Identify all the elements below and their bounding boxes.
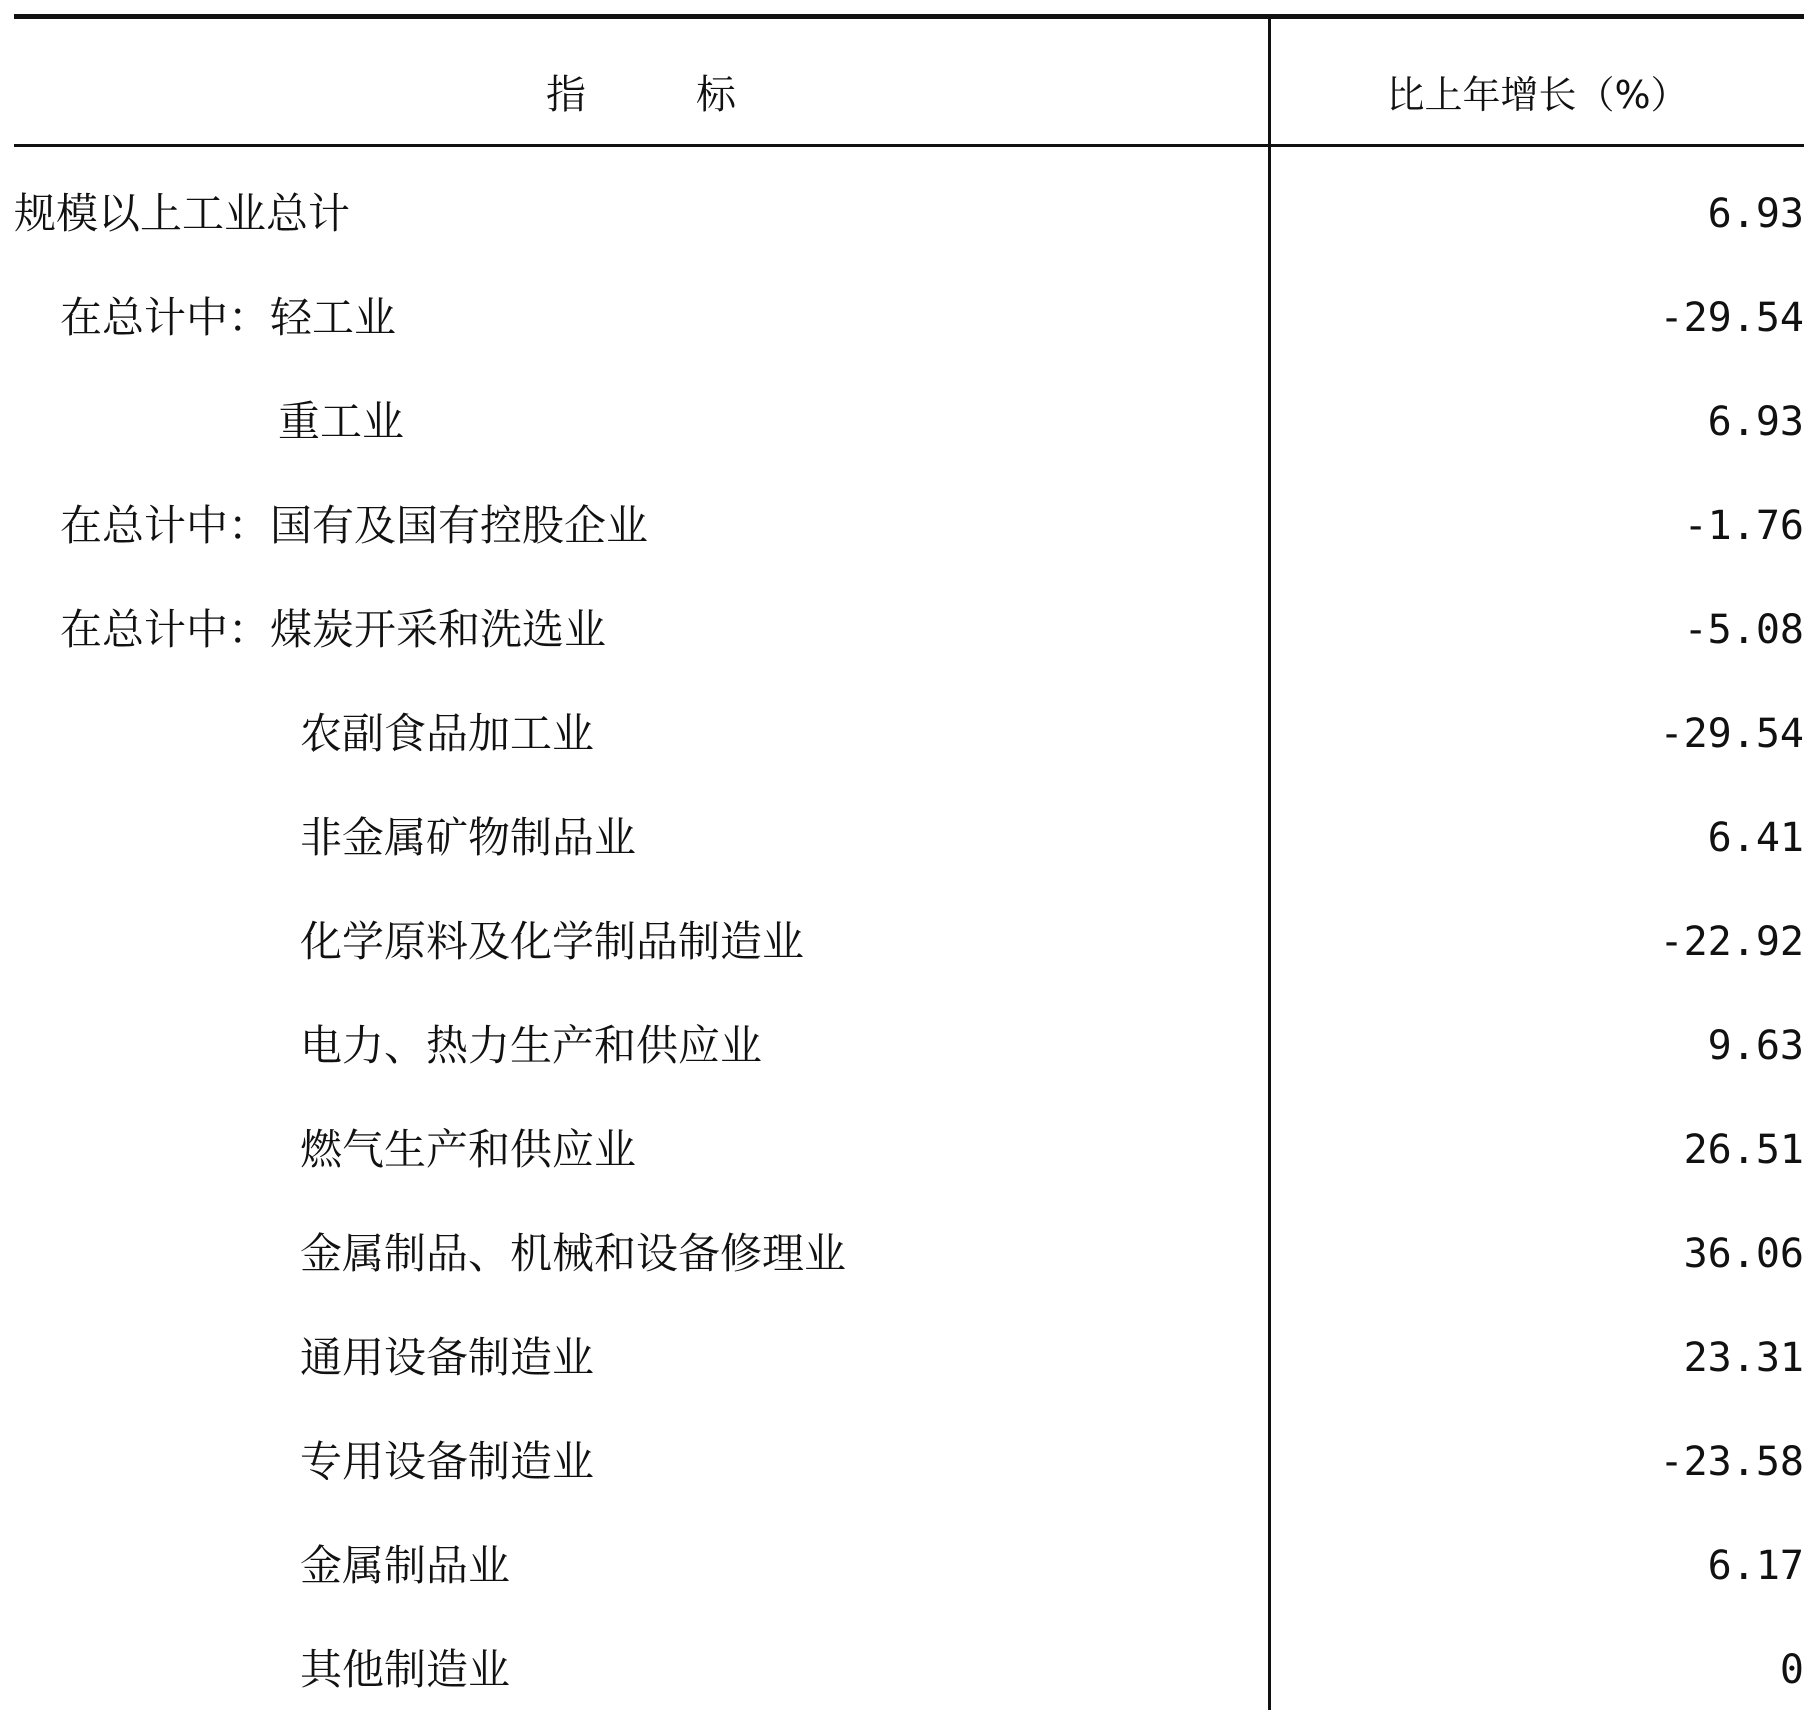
header-growth: 比上年增长（%） (1386, 72, 1689, 117)
row-value: -29.54 (1659, 295, 1804, 341)
row-label: 重工业 (278, 397, 405, 446)
row-label: 燃气生产和供应业 (300, 1125, 637, 1174)
table-row (14, 786, 1804, 890)
table-row (14, 578, 1804, 682)
table-row (14, 1514, 1804, 1618)
row-value: 6.17 (1707, 1543, 1804, 1589)
row-value: 6.93 (1707, 399, 1804, 445)
row-label: 农副食品加工业 (300, 709, 595, 758)
header-indicator-left: 指 (546, 71, 586, 118)
table-row (14, 1098, 1804, 1202)
row-value: 26.51 (1683, 1127, 1804, 1173)
table-row (14, 994, 1804, 1098)
row-value: -5.08 (1683, 607, 1804, 653)
row-label: 规模以上工业总计 (14, 189, 351, 238)
table-row (14, 890, 1804, 994)
row-value: 0 (1779, 1647, 1804, 1693)
row-label: 在总计中：国有及国有控股企业 (60, 501, 649, 550)
table-row (14, 1306, 1804, 1410)
row-label: 电力、热力生产和供应业 (300, 1021, 763, 1070)
table-body (14, 162, 1804, 1722)
row-value: 9.63 (1707, 1023, 1804, 1069)
row-label: 化学原料及化学制品制造业 (300, 917, 805, 966)
row-value: -23.58 (1659, 1439, 1804, 1485)
row-label: 在总计中：轻工业 (60, 293, 397, 342)
table-top-rule (14, 14, 1804, 19)
table-row (14, 682, 1804, 786)
table-row (14, 1618, 1804, 1722)
header-indicator-right: 标 (696, 71, 736, 118)
row-value: -1.76 (1683, 503, 1804, 549)
row-value: -29.54 (1659, 711, 1804, 757)
table-row (14, 474, 1804, 578)
table-row (14, 1202, 1804, 1306)
header-bottom-rule (14, 144, 1804, 147)
header-indicator (14, 38, 1268, 144)
row-label: 专用设备制造业 (300, 1437, 595, 1486)
industry-growth-table (14, 14, 1804, 1710)
row-label: 在总计中：煤炭开采和洗选业 (60, 605, 607, 654)
row-label: 非金属矿物制品业 (300, 813, 637, 862)
table-row (14, 370, 1804, 474)
row-value: -22.92 (1659, 919, 1804, 965)
row-value: 23.31 (1683, 1335, 1804, 1381)
row-value: 6.41 (1707, 815, 1804, 861)
row-value: 6.93 (1707, 191, 1804, 237)
row-label: 其他制造业 (300, 1645, 511, 1694)
table-row (14, 1410, 1804, 1514)
table-row (14, 266, 1804, 370)
row-label: 通用设备制造业 (300, 1333, 595, 1382)
row-label: 金属制品业 (300, 1541, 511, 1590)
table-row (14, 162, 1804, 266)
row-value: 36.06 (1683, 1231, 1804, 1277)
row-label: 金属制品、机械和设备修理业 (300, 1229, 847, 1278)
